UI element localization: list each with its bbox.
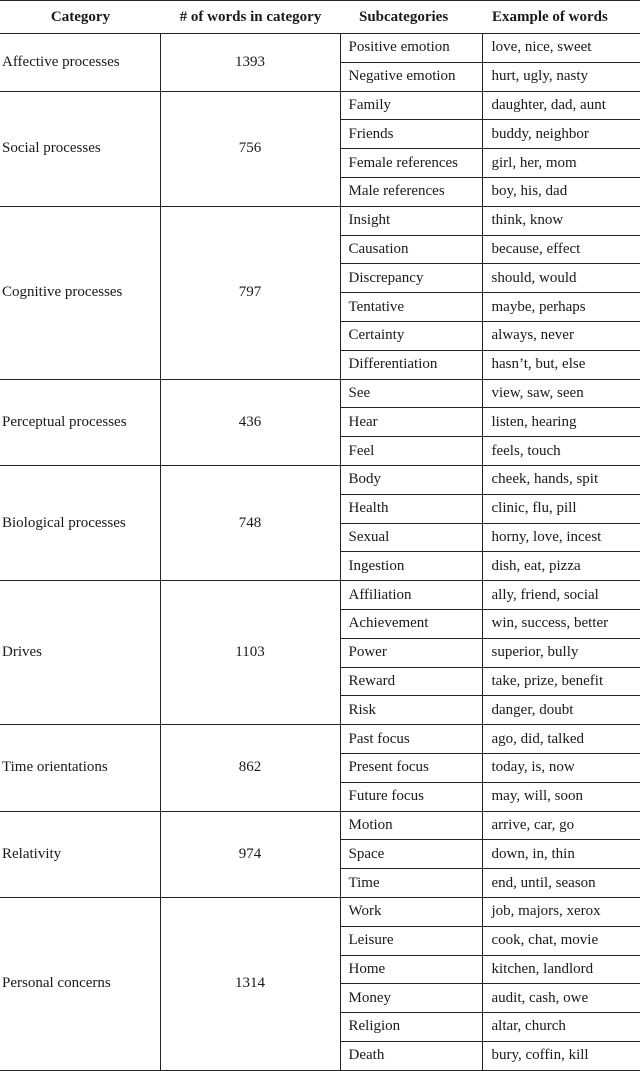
subcategory-cell: Tentative bbox=[340, 293, 482, 322]
category-cell: Personal concerns bbox=[0, 897, 160, 1070]
example-words-cell: bury, coffin, kill bbox=[482, 1041, 640, 1070]
table-row bbox=[0, 581, 640, 610]
example-words-cell: horny, love, incest bbox=[482, 523, 640, 552]
example-words-cell: dish, eat, pizza bbox=[482, 552, 640, 581]
category-cell: Biological processes bbox=[0, 465, 160, 580]
example-words-cell: altar, church bbox=[482, 1013, 640, 1042]
subcategory-cell: Risk bbox=[340, 696, 482, 725]
example-words-cell: should, would bbox=[482, 264, 640, 293]
example-words-cell: think, know bbox=[482, 206, 640, 235]
subcategory-cell: Past focus bbox=[340, 725, 482, 754]
subcategory-cell: Achievement bbox=[340, 609, 482, 638]
subcategory-cell: Male references bbox=[340, 177, 482, 206]
example-words-cell: may, will, soon bbox=[482, 782, 640, 811]
table-row bbox=[0, 897, 640, 926]
subcategory-cell: Leisure bbox=[340, 926, 482, 955]
example-words-cell: always, never bbox=[482, 321, 640, 350]
example-words-cell: feels, touch bbox=[482, 437, 640, 466]
table-row bbox=[0, 91, 640, 120]
example-words-cell: danger, doubt bbox=[482, 696, 640, 725]
subcategory-cell: Death bbox=[340, 1041, 482, 1070]
example-words-cell: maybe, perhaps bbox=[482, 293, 640, 322]
table-row bbox=[0, 379, 640, 408]
subcategory-cell: Negative emotion bbox=[340, 62, 482, 91]
header-subcategories: Subcategories bbox=[340, 1, 482, 34]
example-words-cell: cook, chat, movie bbox=[482, 926, 640, 955]
table-row bbox=[0, 725, 640, 754]
subcategory-cell: Insight bbox=[340, 206, 482, 235]
word-count-cell: 1393 bbox=[160, 34, 340, 92]
table-header bbox=[0, 1, 640, 34]
subcategory-cell: Future focus bbox=[340, 782, 482, 811]
header-row bbox=[0, 1, 640, 34]
subcategory-cell: Hear bbox=[340, 408, 482, 437]
example-words-cell: hurt, ugly, nasty bbox=[482, 62, 640, 91]
category-cell: Social processes bbox=[0, 91, 160, 206]
subcategory-cell: Ingestion bbox=[340, 552, 482, 581]
header-category: Category bbox=[0, 1, 160, 34]
table-row bbox=[0, 34, 640, 63]
example-words-cell: win, success, better bbox=[482, 609, 640, 638]
example-words-cell: audit, cash, owe bbox=[482, 984, 640, 1013]
table-row bbox=[0, 811, 640, 840]
subcategory-cell: Space bbox=[340, 840, 482, 869]
example-words-cell: clinic, flu, pill bbox=[482, 494, 640, 523]
example-words-cell: kitchen, landlord bbox=[482, 955, 640, 984]
subcategory-cell: Present focus bbox=[340, 753, 482, 782]
word-count-cell: 436 bbox=[160, 379, 340, 465]
example-words-cell: view, saw, seen bbox=[482, 379, 640, 408]
category-cell: Time orientations bbox=[0, 725, 160, 811]
example-words-cell: today, is, now bbox=[482, 753, 640, 782]
example-words-cell: cheek, hands, spit bbox=[482, 465, 640, 494]
word-count-cell: 1103 bbox=[160, 581, 340, 725]
subcategory-cell: Power bbox=[340, 638, 482, 667]
example-words-cell: end, until, season bbox=[482, 869, 640, 898]
subcategory-cell: Causation bbox=[340, 235, 482, 264]
example-words-cell: buddy, neighbor bbox=[482, 120, 640, 149]
example-words-cell: ally, friend, social bbox=[482, 581, 640, 610]
subcategory-cell: Friends bbox=[340, 120, 482, 149]
header-word-count: # of words in category bbox=[160, 1, 340, 34]
example-words-cell: daughter, dad, aunt bbox=[482, 91, 640, 120]
subcategory-cell: Body bbox=[340, 465, 482, 494]
subcategory-cell: Money bbox=[340, 984, 482, 1013]
table-row bbox=[0, 465, 640, 494]
example-words-cell: down, in, thin bbox=[482, 840, 640, 869]
example-words-cell: boy, his, dad bbox=[482, 177, 640, 206]
subcategory-cell: Affiliation bbox=[340, 581, 482, 610]
subcategory-cell: Work bbox=[340, 897, 482, 926]
example-words-cell: superior, bully bbox=[482, 638, 640, 667]
category-cell: Cognitive processes bbox=[0, 206, 160, 379]
category-cell: Perceptual processes bbox=[0, 379, 160, 465]
category-cell: Drives bbox=[0, 581, 160, 725]
example-words-cell: because, effect bbox=[482, 235, 640, 264]
example-words-cell: job, majors, xerox bbox=[482, 897, 640, 926]
subcategory-cell: Discrepancy bbox=[340, 264, 482, 293]
subcategory-cell: Motion bbox=[340, 811, 482, 840]
word-count-cell: 974 bbox=[160, 811, 340, 897]
word-count-cell: 748 bbox=[160, 465, 340, 580]
category-cell: Relativity bbox=[0, 811, 160, 897]
subcategory-cell: See bbox=[340, 379, 482, 408]
example-words-cell: ago, did, talked bbox=[482, 725, 640, 754]
subcategory-cell: Differentiation bbox=[340, 350, 482, 379]
category-cell: Affective processes bbox=[0, 34, 160, 92]
table-body bbox=[0, 34, 640, 1071]
word-count-cell: 756 bbox=[160, 91, 340, 206]
subcategory-cell: Time bbox=[340, 869, 482, 898]
word-count-cell: 862 bbox=[160, 725, 340, 811]
example-words-cell: listen, hearing bbox=[482, 408, 640, 437]
subcategory-cell: Family bbox=[340, 91, 482, 120]
word-count-cell: 1314 bbox=[160, 897, 340, 1070]
subcategory-cell: Religion bbox=[340, 1013, 482, 1042]
subcategory-cell: Reward bbox=[340, 667, 482, 696]
subcategory-cell: Sexual bbox=[340, 523, 482, 552]
subcategory-cell: Positive emotion bbox=[340, 34, 482, 63]
table-row bbox=[0, 206, 640, 235]
subcategory-cell: Female references bbox=[340, 149, 482, 178]
subcategory-cell: Certainty bbox=[340, 321, 482, 350]
word-count-cell: 797 bbox=[160, 206, 340, 379]
example-words-cell: hasn’t, but, else bbox=[482, 350, 640, 379]
subcategory-cell: Feel bbox=[340, 437, 482, 466]
example-words-cell: love, nice, sweet bbox=[482, 34, 640, 63]
example-words-cell: girl, her, mom bbox=[482, 149, 640, 178]
example-words-cell: arrive, car, go bbox=[482, 811, 640, 840]
subcategory-cell: Home bbox=[340, 955, 482, 984]
subcategory-cell: Health bbox=[340, 494, 482, 523]
header-examples: Example of words bbox=[482, 1, 640, 34]
example-words-cell: take, prize, benefit bbox=[482, 667, 640, 696]
